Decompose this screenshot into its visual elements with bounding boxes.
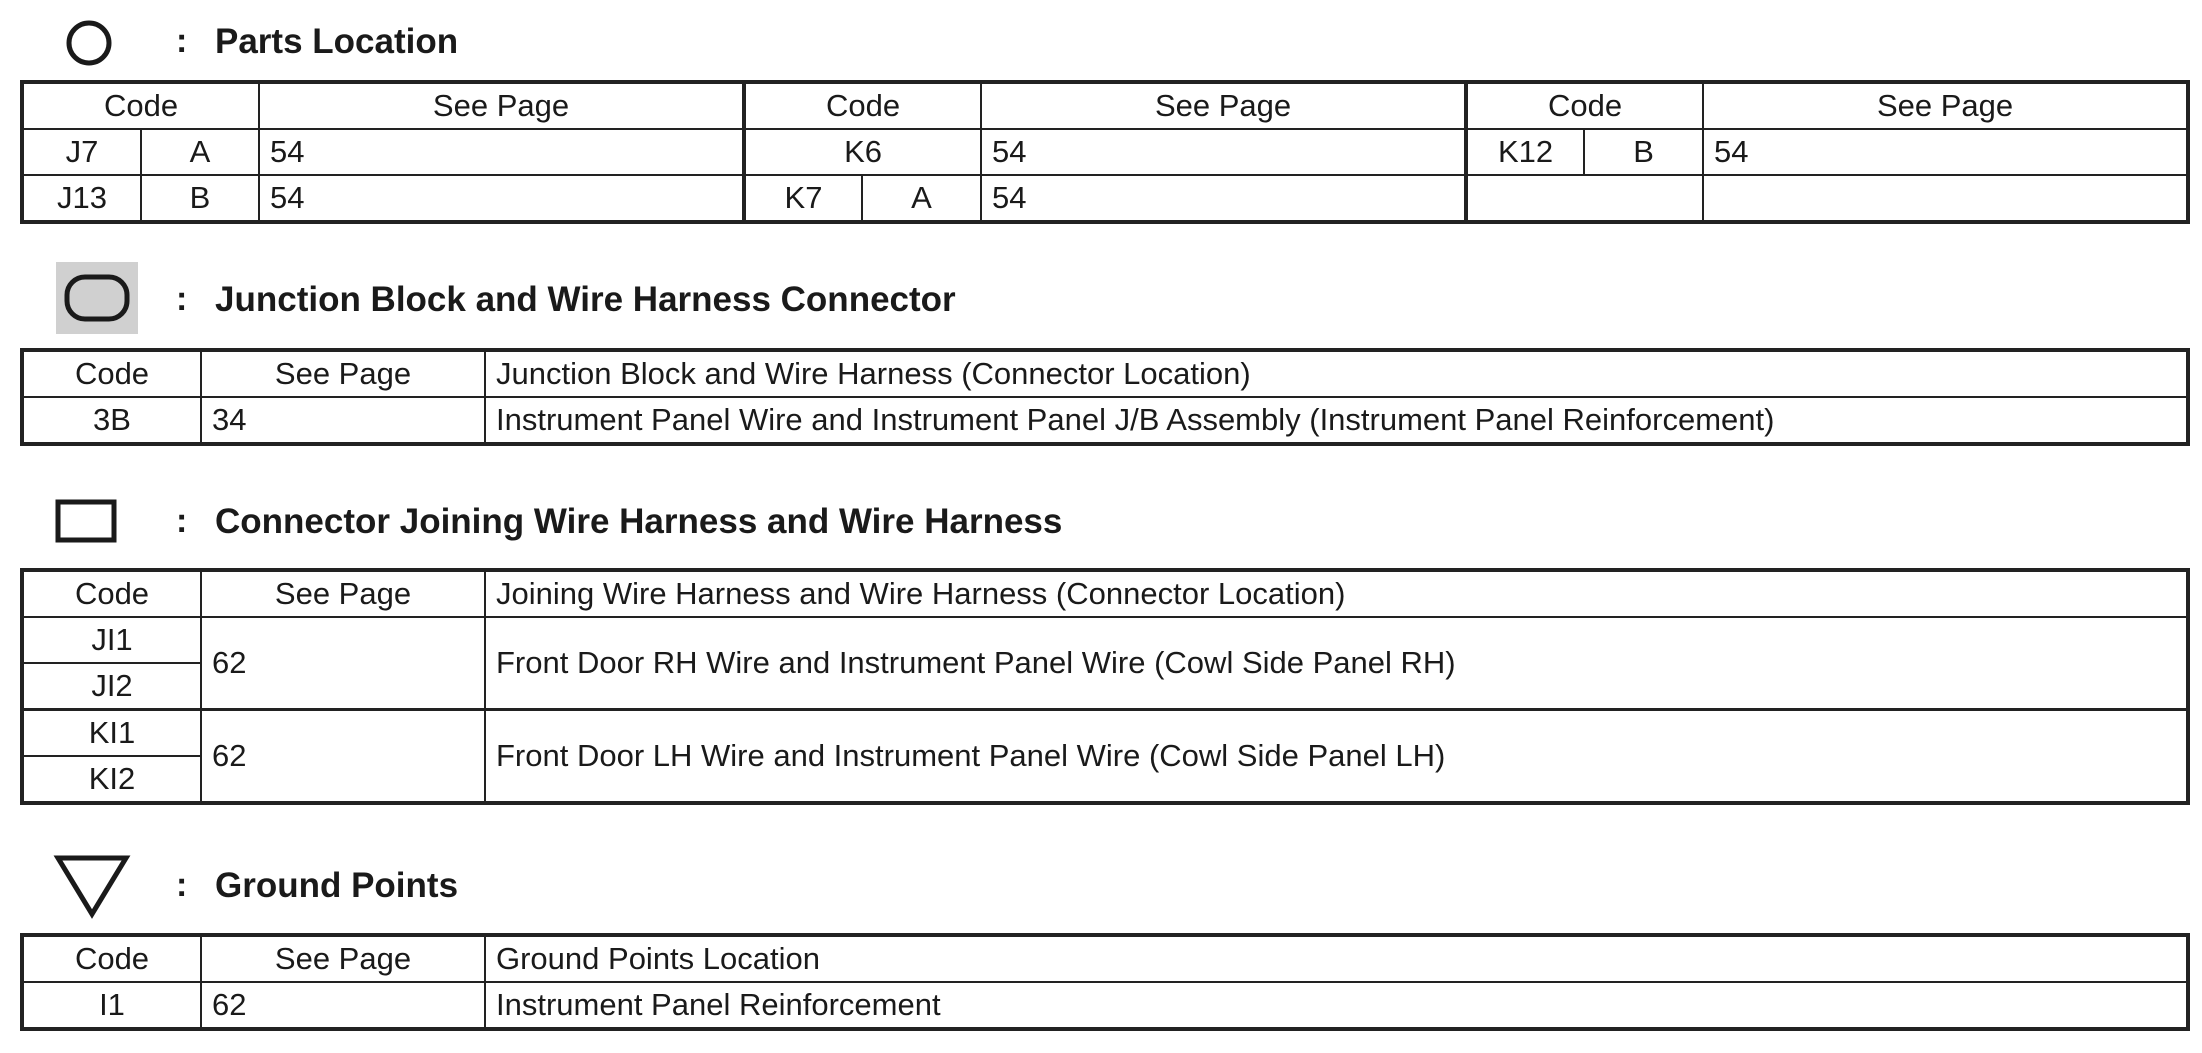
- code-cell: [1466, 175, 1703, 222]
- header-see-page: See Page: [1703, 82, 2188, 129]
- page-cell: [1703, 175, 2188, 222]
- code-cell: JI2: [22, 663, 201, 710]
- sub-code-cell: B: [1584, 129, 1703, 175]
- header-code: Code: [22, 570, 201, 617]
- header-description: Joining Wire Harness and Wire Harness (Connector Location): [485, 570, 2188, 617]
- code-cell: JI1: [22, 617, 201, 663]
- header-code: Code: [22, 935, 201, 982]
- colon: :: [176, 502, 188, 540]
- code-cell: KI1: [22, 710, 201, 757]
- sub-code-cell: A: [862, 175, 981, 222]
- circle-icon: [64, 18, 114, 68]
- header-code: Code: [1466, 82, 1703, 129]
- table-row: [22, 982, 2188, 1029]
- colon: :: [176, 22, 188, 60]
- code-cell: J7: [22, 129, 141, 175]
- description-cell: Front Door LH Wire and Instrument Panel Wire (Cowl Side Panel LH): [485, 710, 2188, 804]
- section-title: Ground Points: [215, 866, 459, 905]
- triangle-icon: [52, 852, 132, 920]
- header-description: Junction Block and Wire Harness (Connector Location): [485, 350, 2188, 397]
- header-code: Code: [744, 82, 981, 129]
- description-cell: Instrument Panel Wire and Instrument Panel J/B Assembly (Instrument Panel Reinforcement): [485, 397, 2188, 444]
- description-cell: Instrument Panel Reinforcement: [485, 982, 2188, 1029]
- table-header-row: [22, 570, 2188, 617]
- connector-joining-table: [20, 568, 2190, 805]
- code-cell: K7: [744, 175, 862, 222]
- page-cell: 54: [259, 129, 744, 175]
- table-header-row: [22, 935, 2188, 982]
- page-cell: 54: [981, 129, 1466, 175]
- table-row: [22, 397, 2188, 444]
- header-see-page: See Page: [981, 82, 1466, 129]
- parts-location-table: [20, 80, 2190, 224]
- code-cell: I1: [22, 982, 201, 1029]
- sub-code-cell: A: [141, 129, 259, 175]
- section-title: Junction Block and Wire Harness Connector: [215, 280, 956, 319]
- page-cell: 34: [201, 397, 485, 444]
- header-see-page: See Page: [201, 935, 485, 982]
- section-title: Connector Joining Wire Harness and Wire Harness: [215, 502, 1063, 541]
- table-row: [22, 710, 2188, 757]
- header-code: Code: [22, 82, 259, 129]
- page-cell: 62: [201, 617, 485, 710]
- page-cell: 62: [201, 982, 485, 1029]
- junction-block-table: [20, 348, 2190, 446]
- table-row: [22, 617, 2188, 663]
- code-cell: J13: [22, 175, 141, 222]
- header-see-page: See Page: [201, 350, 485, 397]
- header-see-page: See Page: [201, 570, 485, 617]
- square-icon: [54, 498, 120, 546]
- table-row: [22, 129, 2188, 175]
- header-see-page: See Page: [259, 82, 744, 129]
- section-title: Parts Location: [215, 22, 459, 61]
- colon: :: [176, 280, 188, 318]
- table-header-row: [22, 350, 2188, 397]
- parts-location-heading: [0, 2, 2202, 82]
- description-cell: Front Door RH Wire and Instrument Panel Wire (Cowl Side Panel RH): [485, 617, 2188, 710]
- page-cell: 54: [259, 175, 744, 222]
- sub-code-cell: B: [141, 175, 259, 222]
- ground-points-table: [20, 933, 2190, 1031]
- connector-joining-heading: [0, 482, 2202, 562]
- table-header-row: [22, 82, 2188, 129]
- code-cell: K6: [744, 129, 981, 175]
- rounded-rect-icon: [62, 272, 132, 324]
- page-cell: 54: [981, 175, 1466, 222]
- code-cell: 3B: [22, 397, 201, 444]
- page-cell: 54: [1703, 129, 2188, 175]
- colon: :: [176, 866, 188, 904]
- junction-block-heading: [0, 260, 2202, 340]
- ground-points-heading: [0, 846, 2202, 926]
- table-row: [22, 175, 2188, 222]
- header-description: Ground Points Location: [485, 935, 2188, 982]
- code-cell: KI2: [22, 756, 201, 803]
- page-cell: 62: [201, 710, 485, 804]
- code-cell: K12: [1466, 129, 1584, 175]
- header-code: Code: [22, 350, 201, 397]
